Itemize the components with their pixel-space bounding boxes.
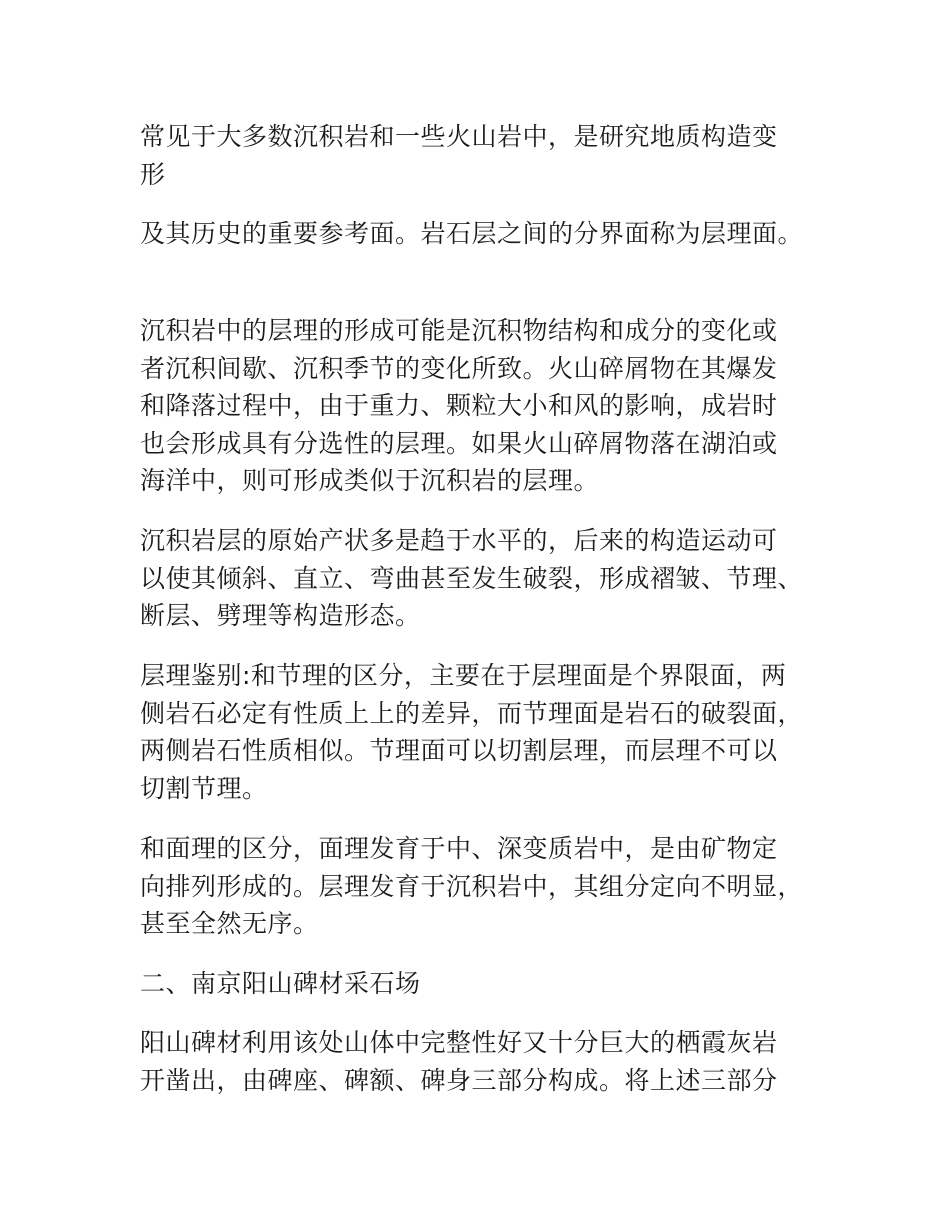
text-line: 断层、劈理等构造形态。 (140, 601, 421, 630)
text-line: 侧岩石必定有性质上上的差异，而节理面是岩石的破裂面， (140, 698, 804, 728)
text-line: 切割节理。 (140, 773, 268, 803)
text-line: 两侧岩石性质相似。节理面可以切割层理，而层理不可以 (140, 736, 778, 765)
paragraph-1 (140, 118, 820, 193)
paragraph-7 (140, 1024, 820, 1099)
text-line: 海洋中，则可形成类似于沉积岩的层理。 (140, 466, 600, 495)
paragraph-3 (140, 312, 820, 500)
section-heading (140, 965, 820, 1003)
text-line: 向排列形成的。层理发育于沉积岩中，其组分定向不明显， (140, 871, 804, 901)
text-line: 沉积岩层的原始产状多是趋于水平的，后来的构造运动可 (140, 526, 778, 555)
text-line: 常见于大多数沉积岩和一些火山岩中，是研究地质构造变 (140, 122, 778, 151)
text-line: 以使其倾斜、直立、弯曲甚至发生破裂，形成褶皱、节理、 (140, 563, 804, 593)
text-line: 沉积岩中的层理的形成可能是沉积物结构和成分的变化或 (140, 316, 778, 345)
text-line: 及其历史的重要参考面。岩石层之间的分界面称为层理面。 (140, 219, 804, 248)
paragraph-2 (140, 215, 820, 253)
text-line: 层理鉴别:和节理的区分，主要在于层理面是个界限面，两 (140, 661, 787, 690)
text-line: 也会形成具有分选性的层理。如果火山碎屑物落在湖泊或 (140, 428, 778, 458)
text-line: 开凿出，由碑座、碑额、碑身三部分构成。将上述三部分 (140, 1065, 778, 1095)
text-line: 甚至全然无序。 (140, 909, 319, 938)
text-line: 者沉积间歇、沉积季节的变化所致。火山碎屑物在其爆发 (140, 353, 778, 383)
text-line: 阳山碑材利用该处山体中完整性好又十分巨大的栖霞灰岩 (140, 1028, 778, 1057)
text-line: 和面理的区分，面理发育于中、深变质岩中，是由矿物定 (140, 834, 778, 863)
paragraph-6 (140, 830, 820, 943)
paragraph-4 (140, 522, 820, 635)
text-line: 和降落过程中，由于重力、颗粒大小和风的影响，成岩时 (140, 391, 778, 420)
text-line: 二、南京阳山碑材采石场 (140, 969, 421, 998)
text-line: 形 (140, 159, 166, 189)
paragraph-5 (140, 657, 820, 807)
